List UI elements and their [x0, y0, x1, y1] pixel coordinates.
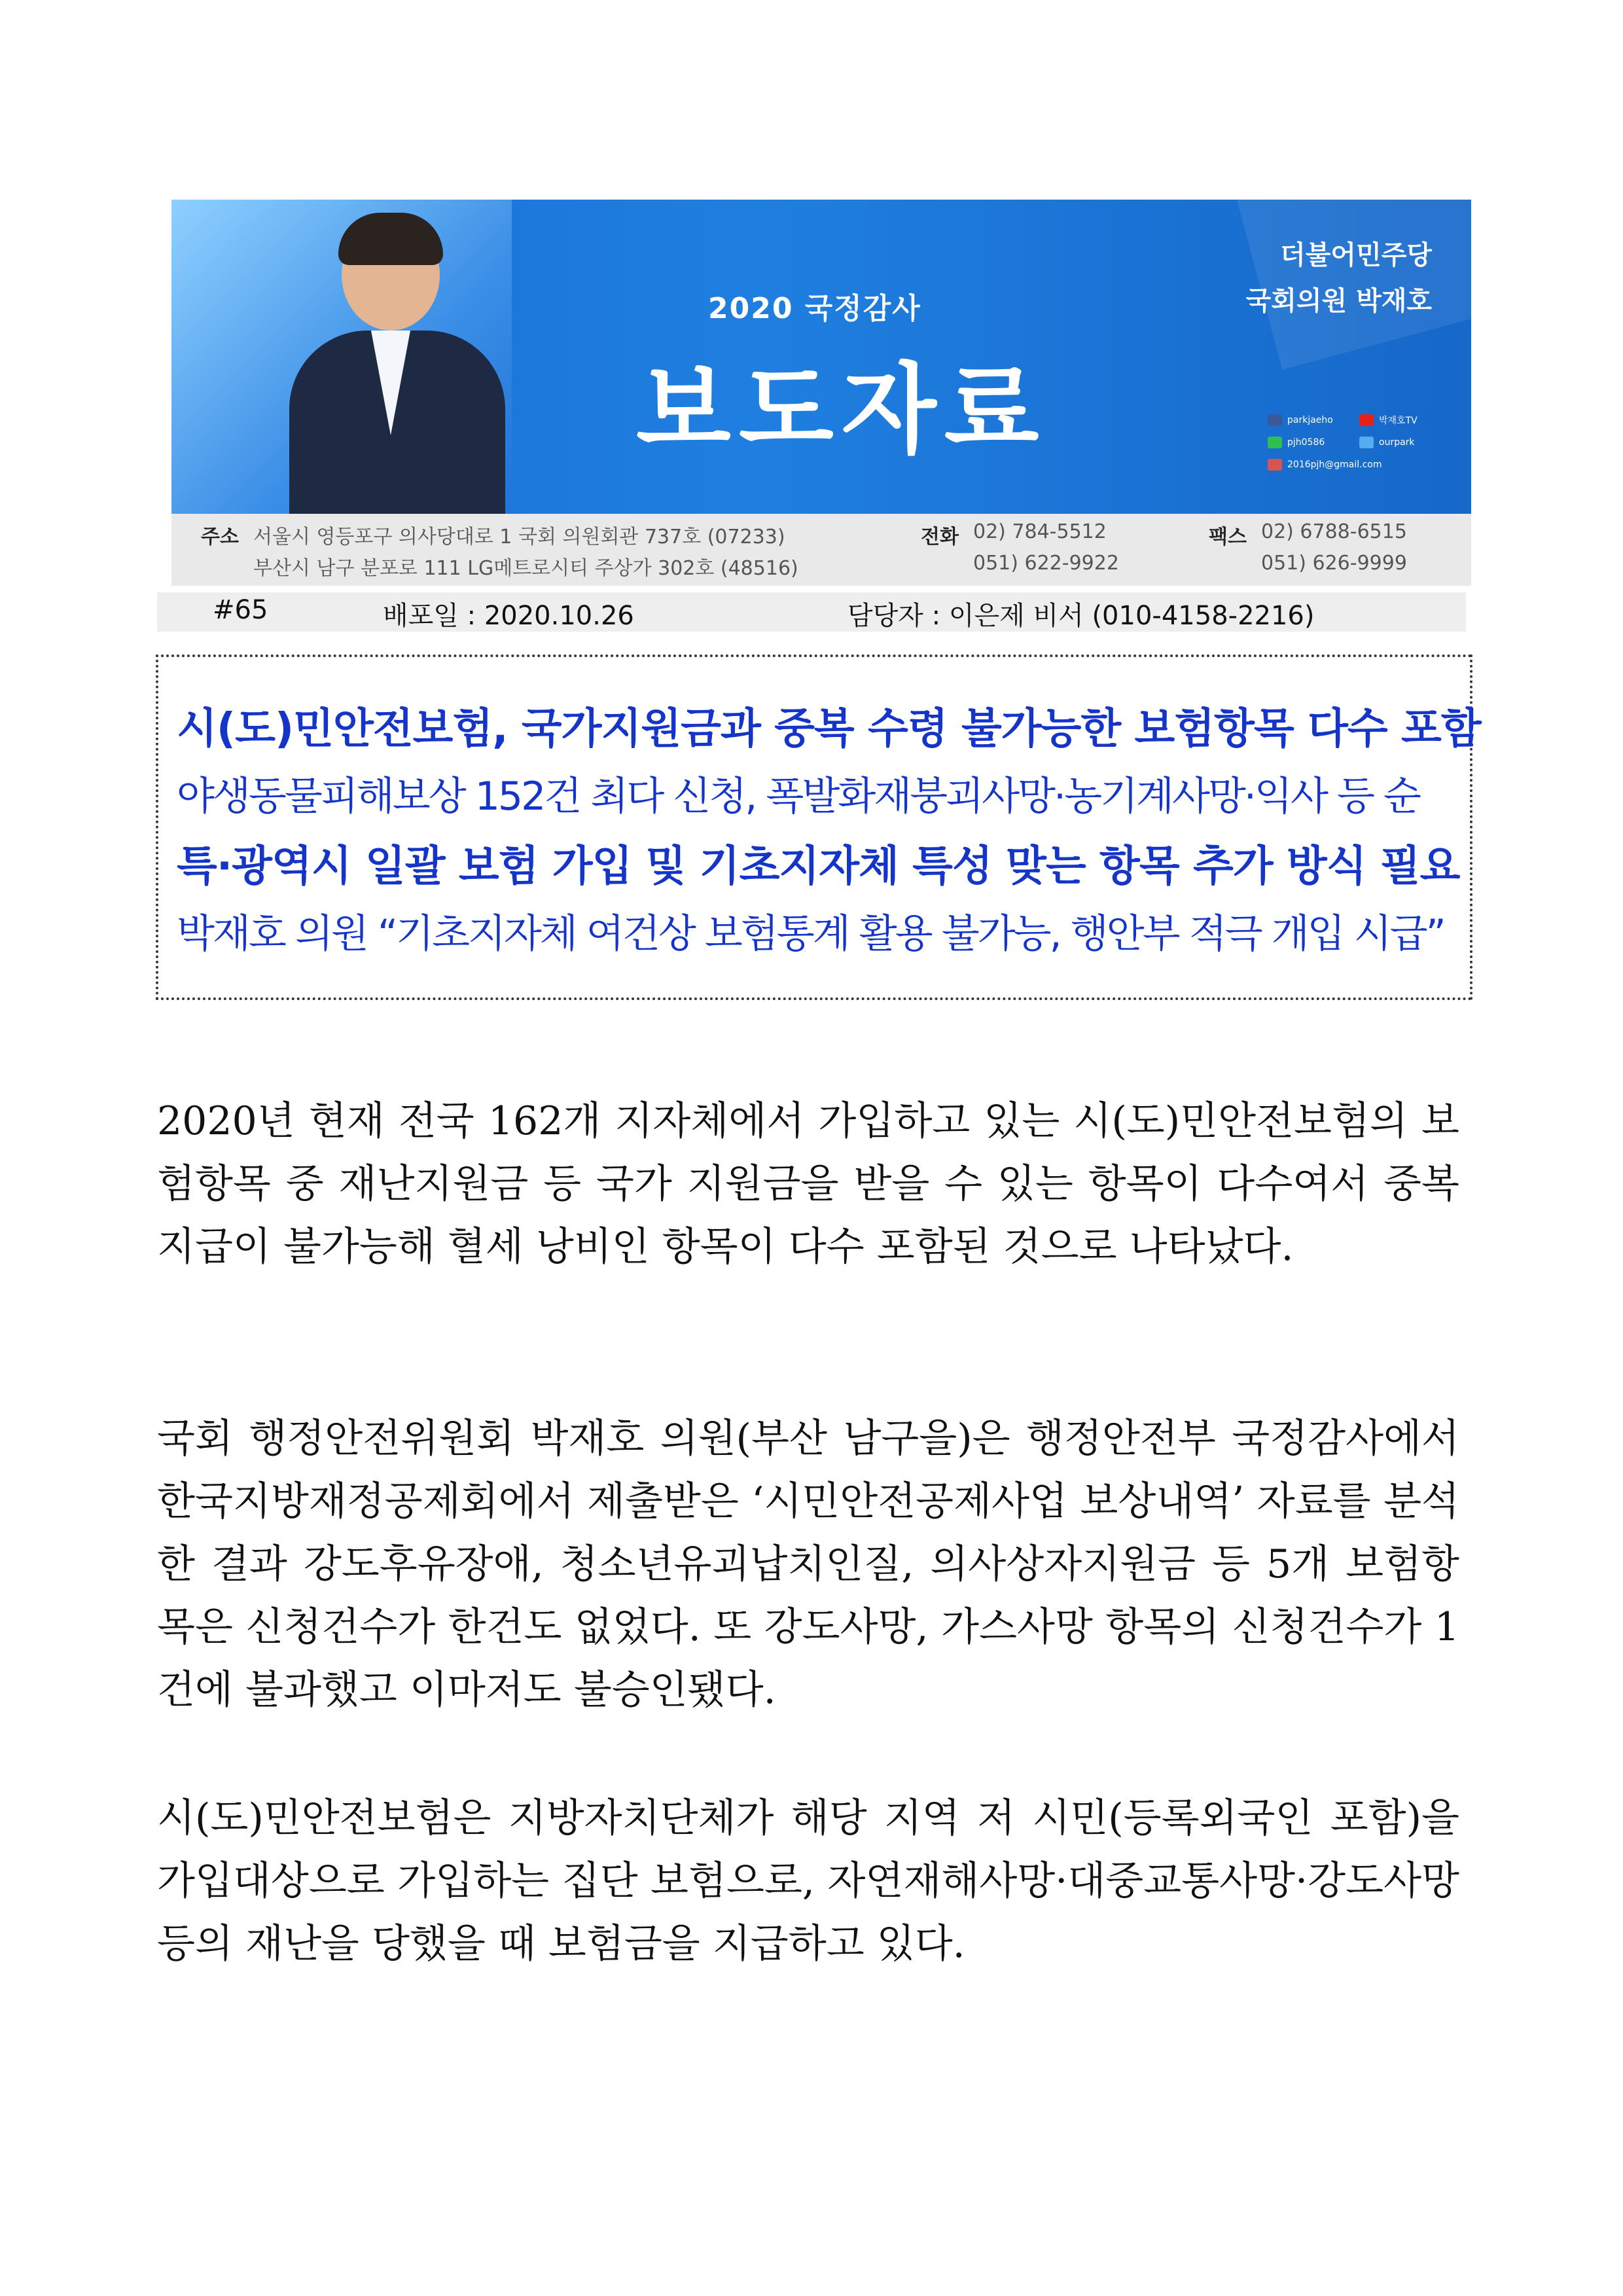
headline-box	[156, 655, 1481, 1000]
facebook-icon	[1268, 414, 1282, 426]
headline: 시(도)민안전보험, 국가지원금과 중복 수령 불가능한 보험항목 다수 포함	[177, 705, 1481, 753]
phone-label: 전화	[921, 526, 959, 548]
sns-handle: parkjaeho	[1287, 415, 1333, 425]
subheadline: 박재호 의원 “기초지자체 여건상 보험통계 활용 불가능, 행안부 적극 개입 시급”	[177, 911, 1444, 957]
fax-label: 팩스	[1209, 526, 1247, 548]
sns-handle: ourpark	[1379, 437, 1415, 448]
member-name: 국회의원 박재호	[1245, 286, 1432, 316]
address-line: 서울시 영등포구 의사당대로 1 국회 의원회관 737호 (07233)	[253, 526, 785, 548]
sns-list	[1268, 409, 1464, 476]
release-number: #65	[213, 595, 268, 625]
fax-number: 02) 6788-6515	[1261, 520, 1407, 543]
phone-number: 02) 784-5512	[973, 520, 1107, 543]
press-banner	[171, 200, 1471, 514]
body-paragraph: 시(도)민안전보험은 지방자치단체가 해당 지역 저 시민(등록외국인 포함)을 가입대상으로 가입하는 집단 보험으로, 자연재해사망·대중교통사망·강도사망 등의 재난을 당했을 때 보험금을 지급하고 있다.	[157, 1795, 1459, 1967]
address-label: 주소	[201, 526, 239, 548]
headline: 특·광역시 일괄 보험 가입 및 기초지자체 특성 맞는 항목 추가 방식 필요	[177, 842, 1460, 891]
phone-number: 051) 622-9922	[973, 552, 1119, 575]
youtube-icon	[1359, 414, 1374, 426]
fax-number: 051) 626-9999	[1261, 552, 1407, 575]
banner-title: 보도자료	[636, 353, 1047, 467]
body-paragraph: 2020년 현재 전국 162개 지자체에서 가입하고 있는 시(도)민안전보험의 보험항목 중 재난지원금 등 국가 지원금을 받을 수 있는 항목이 다수여서 중복지급이 불가능해 혈세 낭비인 항목이 다수 포함된 것으로 나타났다.	[157, 1098, 1459, 1270]
lawmaker-photo	[302, 219, 486, 514]
party-name: 더불어민주당	[1280, 240, 1432, 270]
banner-subtitle: 2020 국정감사	[708, 292, 921, 325]
sns-handle: pjh0586	[1287, 437, 1325, 448]
mail-icon	[1268, 459, 1282, 471]
sns-handle: 2016pjh@gmail.com	[1287, 459, 1382, 470]
contact-person: 담당자 : 이은제 비서 (010-4158-2216)	[847, 601, 1315, 631]
kakaotalk-icon	[1268, 437, 1282, 448]
address-line: 부산시 남구 분포로 111 LG메트로시티 주상가 302호 (48516)	[253, 557, 798, 580]
contact-bar	[171, 514, 1471, 586]
party-member-label	[1246, 232, 1432, 324]
release-info	[157, 592, 1466, 632]
body-paragraph: 국회 행정안전위원회 박재호 의원(부산 남구을)은 행정안전부 국정감사에서 한국지방재정공제회에서 제출받은 ‘시민안전공제사업 보상내역’ 자료를 분석한 결과 강도후유장애, 청소년유괴납치인질, 의사상자지원금 등 5개 보험항목은 신청건수가 한건도 없었다. 또 강도사망, 가스사망 항목의 신청건수가 1건에 불과했고 이마저도 불승인됐다.	[157, 1416, 1459, 1713]
release-date: 배포일 : 2020.10.26	[383, 601, 634, 631]
subheadline: 야생동물피해보상 152건 최다 신청, 폭발화재붕괴사망·농기계사망·익사 등 순	[177, 774, 1419, 819]
twitter-icon	[1359, 437, 1374, 448]
sns-handle: 박재호TV	[1379, 416, 1418, 426]
